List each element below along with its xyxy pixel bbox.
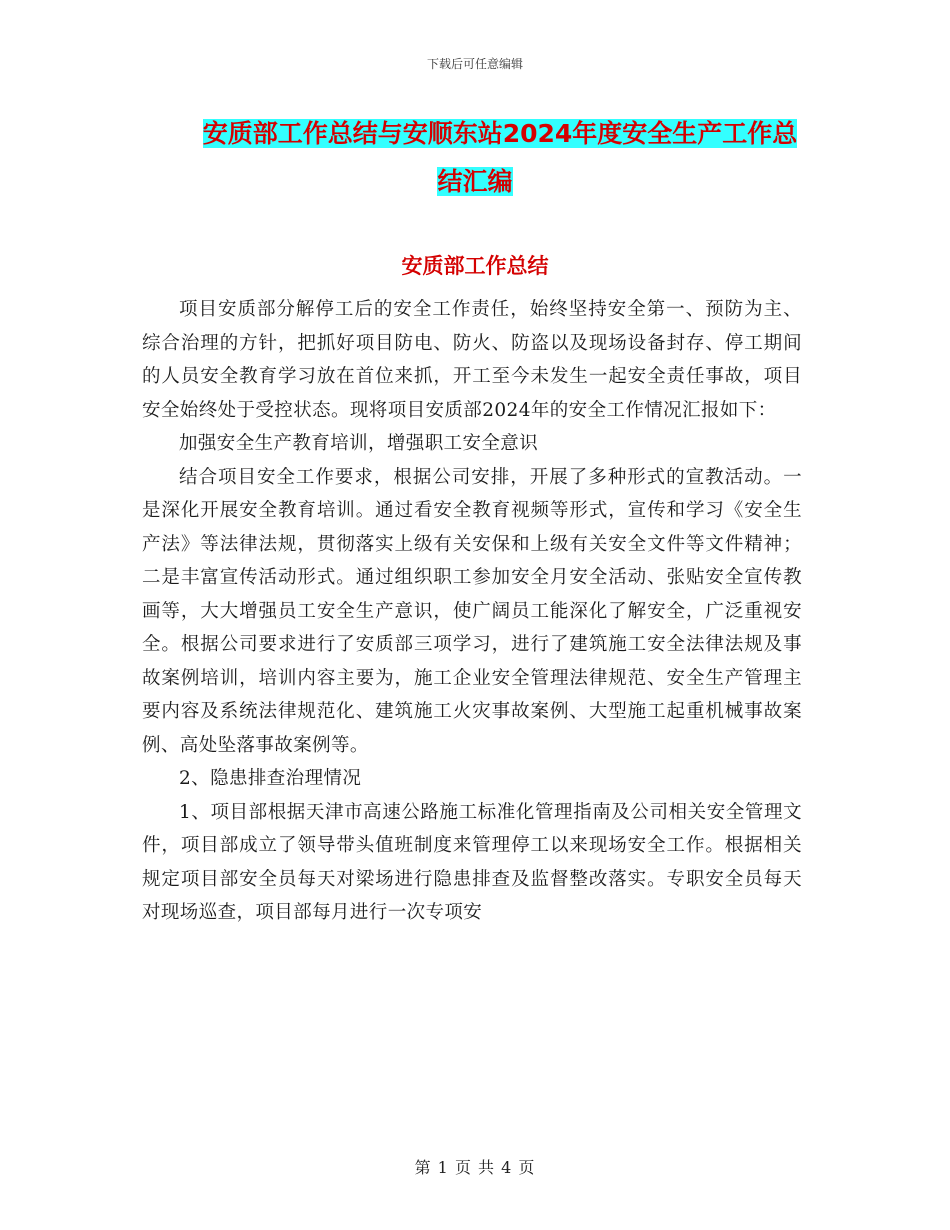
title-line-1-text: 安质部工作总结与安顺东站2024年度安全生产工作总 bbox=[202, 119, 798, 148]
paragraph-heading-hazard: 2、隐患排查治理情况 bbox=[179, 768, 362, 789]
paragraph-heading-training: 加强安全生产教育培训，增强职工安全意识 bbox=[179, 433, 539, 454]
title-line-1 bbox=[0, 110, 950, 158]
document-body bbox=[142, 293, 802, 930]
page-footer: 第 1 页 共 4 页 bbox=[414, 1158, 536, 1177]
title-line-2-text: 结汇编 bbox=[437, 167, 513, 196]
section-title: 安质部工作总结 bbox=[401, 254, 549, 278]
paragraph-intro: 项目安质部分解停工后的安全工作责任，始终坚持安全第一、预防为主、综合治理的方针，把抓好项目防电、防火、防盗以及现场设备封存、停工期间的人员安全教育学习放在首位来抓，开工至今未发生一起安全责任事故，项目安全始终处于受控状态。现将项目安质部2024年的安全工作情况汇报如下： bbox=[142, 299, 802, 421]
paragraph-hazard: 1、项目部根据天津市高速公路施工标准化管理指南及公司相关安全管理文件，项目部成立了领导带头值班制度来管理停工以来现场安全工作。根据相关规定项目部安全员每天对梁场进行隐患排查及监督整改落实。专职安全员每天对现场巡查，项目部每月进行一次专项安 bbox=[142, 801, 802, 923]
page-header-note: 下载后可任意编辑 bbox=[426, 57, 523, 71]
title-line-2 bbox=[0, 158, 950, 206]
document-title bbox=[0, 110, 950, 206]
paragraph-training: 结合项目安全工作要求，根据公司安排，开展了多种形式的宣教活动。一是深化开展安全教育培训。通过看安全教育视频等形式，宣传和学习《安全生产法》等法律法规，贯彻落实上级有关安保和上级有关安全文件等文件精神；二是丰富宣传活动形式。通过组织职工参加安全月安全活动、张贴安全宣传教画等，大大增强员工安全生产意识，使广阔员工能深化了解安全，广泛重视安全。根据公司要求进行了安质部三项学习，进行了建筑施工安全法律法规及事故案例培训，培训内容主要为，施工企业安全管理法律规范、安全生产管理主要内容及系统法律规范化、建筑施工火灾事故案例、大型施工起重机械事故案例、高处坠落事故案例等。 bbox=[142, 466, 802, 756]
